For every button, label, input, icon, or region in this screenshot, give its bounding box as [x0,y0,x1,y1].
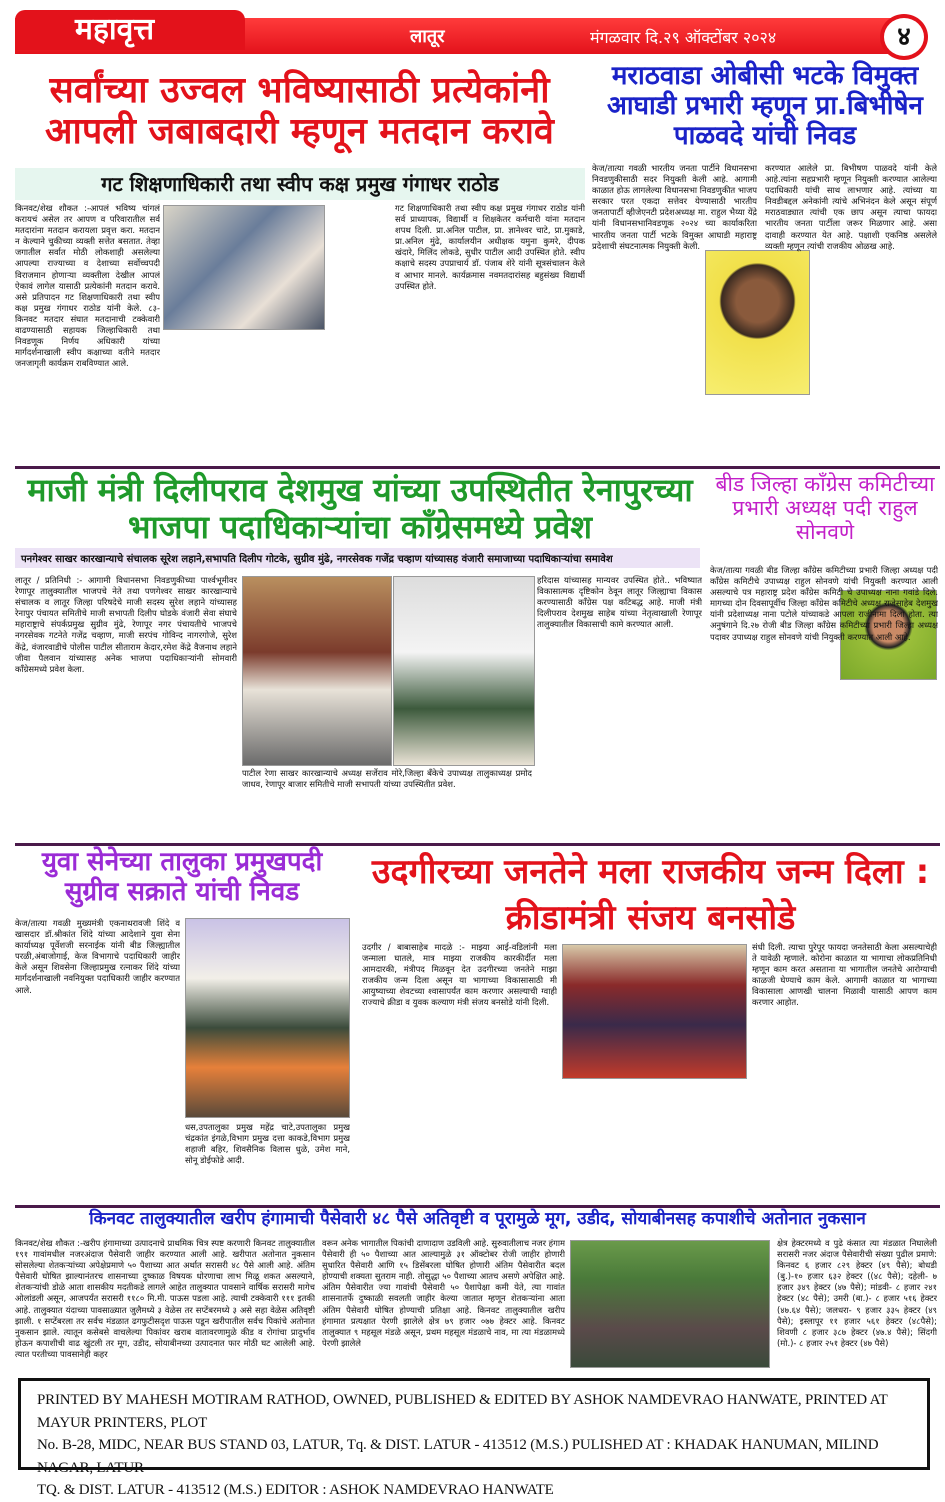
story5-headline: युवा सेनेच्या तालुका प्रमुखपदी सुग्रीव सक्राते यांची निवड [41,847,323,907]
story1-body-b-lower [205,335,390,460]
page-number: ४ [880,14,928,60]
imprint-box [18,1378,930,1498]
story6-photo [562,944,747,1079]
story4-body: केज/तात्या गवळी बीड जिल्हा काँग्रेस कमिटीच्या प्रभारी जिल्हा अध्यक्ष पदी काँग्रेस कमिटीचे उपाध्यक्ष राहुल सोनवणे यांची नियुक्ती करण्यात आली असल्याचे पत्र महाराष्ट्र प्रदेश काँग्रेस कमिटी चे उपाध्यक्ष नाना गवांडे दिले. मागच्या दोन दिवसापूर्वीच जिल्हा काँग्रेस कमिटीचे अध्यक्ष राजेसाहेब देशमुख यांनी प्रदेशाध्यक्ष नाना पटोले यांच्याकडे आपला राजीनामा दिला होता. त्या अनुषंगाने दि.२७ रोजी बीड जिल्हा काँग्रेस कमिटीच्या प्रभारी जिल्हा अध्यक्ष पदावर उपाध्यक्ष राहुल सोनवणे यांची नियुक्ती करण्यात आली आहे. [710,565,938,642]
divider [15,466,940,469]
story6-body-b: संधी दिली. त्याचा पुरेपूर फायदा जनतेसाठी केला असल्याचेही ते यावेळी म्हणाले. कोरोना काळात या भागाचा लोकप्रतिनिधी म्हणून काम करत असताना या भागातील जनतेचे आरोग्याची काळजी घेण्याचे काम केले. आगामी काळात या भागाच्या विकासाला आणखी चालना मिळावी यासाठी आपण काम करणार आहोत. [752,942,937,1008]
story5-photo [185,918,350,1118]
imprint-line: No. B-28, MIDC, NEAR BUS STAND 03, LATUR, Tq. & DIST. LATUR - 413512 (M.S.) PULISHED AT : KHADAK HANUMAN, MILIND NAGAR, LATUR [37,1437,879,1476]
story1-body-b: गट शिक्षणाधिकारी तथा स्वीप कक्ष प्रमुख गंगाधर राठोड यांनी सर्व प्राध्यापक, विद्यार्थी व शिक्षकेतर कर्मचारी यांना मतदान शपथ दिली. प्रा.अनिल पाटील, प्रा. ज्ञानेश्वर चाटे, प्रा.मुकाडे, प्रा.अनिल मुंढे, कार्यालयीन अधीक्षक यमुना कुमरे, दीपक खंदारे, मिलिंद लोकडे, सुधीर पाटील आदी उपस्थित होते. स्वीप कक्षाचे सदस्य उपप्राचार्य डॉ. पंजाब शेरे यांनी सूत्रसंचालन केले व आभार मानले. कार्यक्रमास नवमतदारांसह बहुसंख्य विद्यार्थी उपस्थित होते. [395,203,585,291]
story3-photo-1 [242,576,392,766]
story1-headline: सर्वांच्या उज्वल भविष्यासाठी प्रत्येकांनी आपली जबाबदारी म्हणून मतदान करावे [45,70,554,153]
newspaper-logo: महावृत्त [15,10,245,50]
story7-body-a: किनवट/शेख शौकत :-खरीप हंगामाच्या उत्पादनाचे प्राथमिक चित्र स्पष्ट करणारी किनवट तालुक्यातील १९१ गावांमधील नजरअंदाज पैसेवारी जाहीर करण्यात आली आहे. खरीपात अतोनात नुकसान सोसलेल्या शेतकऱ्यांच्या अपेक्षेप्रमाणे ५० पैशाच्या आत अर्थात सरासरी ४८ पैसे आली आहे. अंतिम पैसेवारी घोषित झाल्यानंतरच शासनाच्या दुष्काळ विषयक धोरणाचा लाभ मिळू शकत असल्याने, शेतकऱ्यांची डोळे आता शासकीय मदतीकडे लागले आहेत तालुक्यात पावसाने वार्षिक सरासरी मागेच ओलांडली असून, आजपर्यंत सरासरी ११८० मि.मी. पाऊस पडला आहे. त्याची टक्केवारी १११ इतकी आहे. तालुक्यात यंदाच्या पावसाळ्यात जुलैमध्ये ३ वेळेस तर सप्टेंबरमध्ये ३ असे सहा वेळेस अतिवृष्टी झाली. १ सप्टेंबरला तर सर्वच मंडळात ढगफुटीसदृश पाऊस पडून खरीपातील सर्वच पिकांचे अतोनात नुकसान झाले. त्यातून कसेबसे वाचलेल्या पिकांवर खराब वातावरणामुळे कीड व रोगांचा प्रादुर्भाव होऊन कपाशीची वाढ खुंटली तर मूग, उडीद, सोयाबीनच्या उत्पादनात फार मोठी घट आलेली आहे. त्यात परतीच्या पावसानेही कहर [15,1238,315,1359]
imprint-line: PRINTED BY MAHESH MOTIRAM RATHOD, OWNED, PUBLISHED & EDITED BY ASHOK NAMDEVRAO HANWATE, PRINTED AT MAYUR PRINTERS, PLOT [37,1392,888,1431]
story7-body-c: क्षेत्र हेक्टरमध्ये व पुढे कंसात त्या मंडळात निघालेली सरासरी नजर अंदाज पैसेवारीची संख्या पुढील प्रमाणे: किनवट ६ हजार ८२९ हेक्टर (४९ पैसे); बोधडी (बु.)-१० हजार ६३२ हेक्टर ((४८ पैसे); दहेली- ७ हजार ३४९ हेक्टर (४७ पैसे); मांडवी- ८ हजार २४१ हेक्टर (४८ पैसे); उमरी (बा.)- ८ हजार ५१६ हेक्टर (४७.६४ पैसे); जलधरा- ९ हजार ३३५ हेक्टर (४९ पैसे); इस्लापूर ११ हजार ५६१ हेक्टर (४८पैसे); शिवणी ८ हजार ३८७ हेक्टर (४७.४ पैसे); सिंदगी (मो.)- ८ हजार २५१ हेक्टर (४७ पैसे) [777,1238,937,1348]
story3-body-b: हरिदास यांच्यासह मान्यवर उपस्थित होते.. भविष्यात विकासात्मक दृष्टिकोन ठेवून लातूर जिल्ह्याचा विकास करण्यासाठी काँग्रेस पक्ष कटिबद्ध आहे. माजी मंत्री दिलीपराव देशमुख साहेब यांच्या नेतृत्वाखाली रेणापूर तालुक्यातील विकासाची कामे करण्यात आली. [537,575,702,630]
story6-body-a: उदगीर / बाबासाहेब मादळे :- माझ्या आई-वडिलांनी मला जन्माला घातले, मात्र माझ्या राजकीय कारकीर्दीत मला आमदारकी, मंत्रीपद मिळवून देत उदगीरच्या जनतेने माझा राजकीय जन्म दिला असून या भागाच्या विकासासाठी मी आयुष्याच्या शेवटच्या श्वासापर्यंत काम करणार असल्याची ग्वाही राज्याचे क्रीडा व युवक कल्याण मंत्री संजय बनसोडे यांनी दिली. [362,942,557,1008]
story1-subhead: गट शिक्षणाधिकारी तथा स्वीप कक्ष प्रमुख गंगाधर राठोड [15,168,585,200]
divider [15,1205,940,1208]
edition-city: लातूर [410,26,445,47]
story4-headline: बीड जिल्हा काँग्रेस कमिटीच्या प्रभारी अध्यक्ष पदी राहुल सोनवणे [715,472,935,545]
story5-photo-caption: धस,उपतालुका प्रमुख महेंद्र चाटे,उपतालुका प्रमुख चंद्रकांत इंगळे,विभाग प्रमुख दत्ता काकडे,विभाग प्रमुख शहाजी बहिर, शिवसैनिक विलास धुळे, उमेश माने, सोनू डोईफोडे आदी. [185,1122,350,1166]
story3-body-a: लातूर / प्रतिनिधी :- आगामी विधानसभा निवडणुकीच्या पार्श्वभूमीवर रेणापूर तालुक्यातील भाजपचे नेते तथा पणगेश्वर साखर कारखान्याचे संचालक व लातूर जिल्हा परिषदेचे माजी सदस्य सुरेश लहाने यांच्यासह रेनापुर पंचायत समितीचे माजी सभापती दिलीप घोडके वंजारी सेवा संघाचे महाराष्ट्राचे संपर्कप्रमुख सुग्रीव मुंढे, रेणापूर नगर पंचायतीचे भाजपचे नगरसेवक गटनेते गजेंद्र चव्हाण, माजी सरपंच गोविन्द नागरगोजे, सुरेश केंद्रे, वंजारवाडीचे पोलीस पाटील सीताराम केदार,रमेश केंद्रे वैजनाथ लहाने जीवा पैलवान यांच्यासह अनेक भाजपा पदाधिकाऱ्यांनी सोमवारी काँग्रेसमध्ये प्रवेश केला. [15,575,237,674]
story2-headline: मराठवाडा ओबीसी भटके विमुक्त आघाडी प्रभारी म्हणून प्रा.बिभीषेन पाळवदे यांची निवड [607,61,923,151]
story6-headline: उदगीरच्या जनतेने मला राजकीय जन्म दिला : क्रीडामंत्री संजय बनसोडे [371,852,930,938]
issue-date: मंगळवार दि.२९ ऑक्टोंबर २०२४ [590,28,777,47]
story7-body-b: वरून अनेक भागातील पिकांची दाणादाण उडविली आहे. सुरुवातीलाच नजर हंगाम पैसेवारी ही ५० पैशाच्या आत आल्यामुळे ३१ ऑक्टोबर रोजी जाहीर होणारी सुधारित पैसेवारी आणि १५ डिसेंबरला घोषित होणारी अंतिम पैसेवारीत बदल होण्याची शक्यता सुतराम नाही. तोसुद्धा ५० पैशाच्या आतच असणे अपेक्षित आहे. अंतिम पैसेवारीत ज्या गावांची पैसेवारी ५० पैशापेक्षा कमी येते, त्या गावांत शासनातर्फे दुष्काळी सवलती जाहीर केल्या जातात म्हणून शेतकऱ्यांना आता अंतिम पैसेवारी घोषित होण्याची प्रतिक्षा आहे. किनवट तालुक्यातील खरीप हंगामात प्रत्यक्षात पेरणी झालेले क्षेत्र ७९ हजार ०७७ हेक्टर आहे. किनवट तालुक्यात ९ महसूल मंडळे असून, प्रथम महसूल मंडळाचे नाव, मा त्या मंडळामध्ये पेरणी झालेले [322,1238,565,1348]
story1-body-a: किनवट/शेख शौकत :-आपलं भविष्य चांगलं करायचं असेल तर आपण व परिवारातील सर्व मतदारांना मतदान करायला प्रवृत्त करा. मतदान न केल्याने चुकीच्या व्यक्ती सत्तेत बसतात. तेव्हा जगातील सर्वात मोठी लोकशाही असलेल्या आपल्या राज्याच्या व देशाच्या सर्वोच्चपदी विराजमान होणाऱ्या व्यक्तीला देखील आपलं ऐकावं लागेल यासाठी प्रत्येकांनी मतदान करावे. असे प्रतिपादन गट शिक्षणाधिकारी तथा स्वीप कक्ष प्रमुख गंगाधर राठोड यांनी केले. ८३- किनवट मतदार संघात मतदानाची टक्केवारी वाढण्यासाठी सहायक जिल्हाधिकारी तथा निवडणूक निर्णय अधिकारी यांच्या मार्गदर्शनाखाली स्वीप कक्षाच्या वतीने मतदार जनजागृती कार्यक्रम राबविण्यात आले. [15,203,160,369]
story1-photo [163,205,325,330]
imprint-line: TQ. & DIST. LATUR - 413512 (M.S.) EDITOR : ASHOK NAMDEVRAO HANWATE [37,1482,554,1498]
story2-body-b: करण्यात आलेले प्रा. बिभीषण पाळवदे यांनी केले आहे.त्यांना सहप्रभारी म्हणून नियुक्ती करण्यात आलेल्या पदाधिकारी यांची साथ लाभणार आहे. त्यांच्या या निवडीबद्दल अनेकांनी त्यांचे अभिनंदन केले असून संपूर्ण मराठवाड्यात त्यांची एक छाप असून त्याचा फायदा भारतीय जनता पार्टीला जरूर मिळणार आहे. असा दावाही करण्यात येत आहे. पक्षाशी एकनिष्ठ असलेले व्यक्ती म्हणून त्यांची राजकीय ओळख आहे. [765,163,937,251]
story5-body: केज/तात्या गवळी मुख्यमंत्री एकनाथरावजी शिंदे व खासदार डॉ.श्रीकांत शिंदे यांच्या आदेशाने युवा सेना कार्याध्यक्ष पूर्वेशजी सरनाईक यांनी बीड जिल्ह्यातील परळी,अंबाजोगाई, केज विभागाचे पदाधिकारी जाहीर केले असून शिवसेना जिल्हाप्रमुख रत्नाकर शिंदे यांच्या मार्गदर्शनाखाली नवनियुक्त पदाधिकारी जाहीर करण्यात आले. [15,918,180,995]
story2-body-a: केज/तात्या गवळी भारतीय जनता पार्टीने विधानसभा निवडणुकीसाठी सदर नियुक्ती केली आहे. आगामी काळात होऊ लागलेल्या विधानसभा निवडणुकीत भाजप सरकार परत एकदा सत्तेवर येण्यासाठी भारतीय जनतापार्टी व्हीजेएनटी प्रदेशअध्यक्ष मा. राहुल भैय्या येंद्रे यांनी विधानसभानिवडणूक २०२४ च्या कार्याकरिता भारतीय जनता पार्टी भटके विमुक्त आघाडी महाराष्ट्र प्रदेशाची संघटनात्मक नियुक्ती केली. [592,163,757,251]
story7-crop-photo [570,1240,770,1368]
story3-photo-caption: पाटील रेणा साखर कारखान्याचे अध्यक्ष सर्जेराव मोरे,जिल्हा बँकेचे उपाध्यक्ष तालुकाध्यक्ष प्रमोद जाधव, रेणापूर बाजार समितीचे माजी सभापती यांच्या उपस्थितीत प्रवेश. [242,768,532,790]
story3-headline: माजी मंत्री दिलीपराव देशमुख यांच्या उपस्थितीत रेनापुरच्या भाजपा पदाधिकाऱ्यांचा काँग्रेसमध्ये प्रवेश [27,471,693,546]
divider [15,843,940,846]
story7-headline: किनवट तालुक्यातील खरीप हंगामाची पैसेवारी ४८ पैसे अतिवृष्टी व पूरामुळे मूग, उडीद, सोयाबीनसह कपाशीचे अतोनात नुकसान [89,1209,866,1229]
story3-subhead: पनगेश्वर साखर कारखान्याचे संचालक सूरेश लहाने,सभापति दिलीप गोटके, सुग्रीव मुंढे, नगरसेवक गजेंद्र चव्हाण यांच्यासह वंजारी समाजाच्या पदाधिकाऱ्यांचा समावेश [15,548,700,568]
story3-photo-2 [393,576,535,766]
